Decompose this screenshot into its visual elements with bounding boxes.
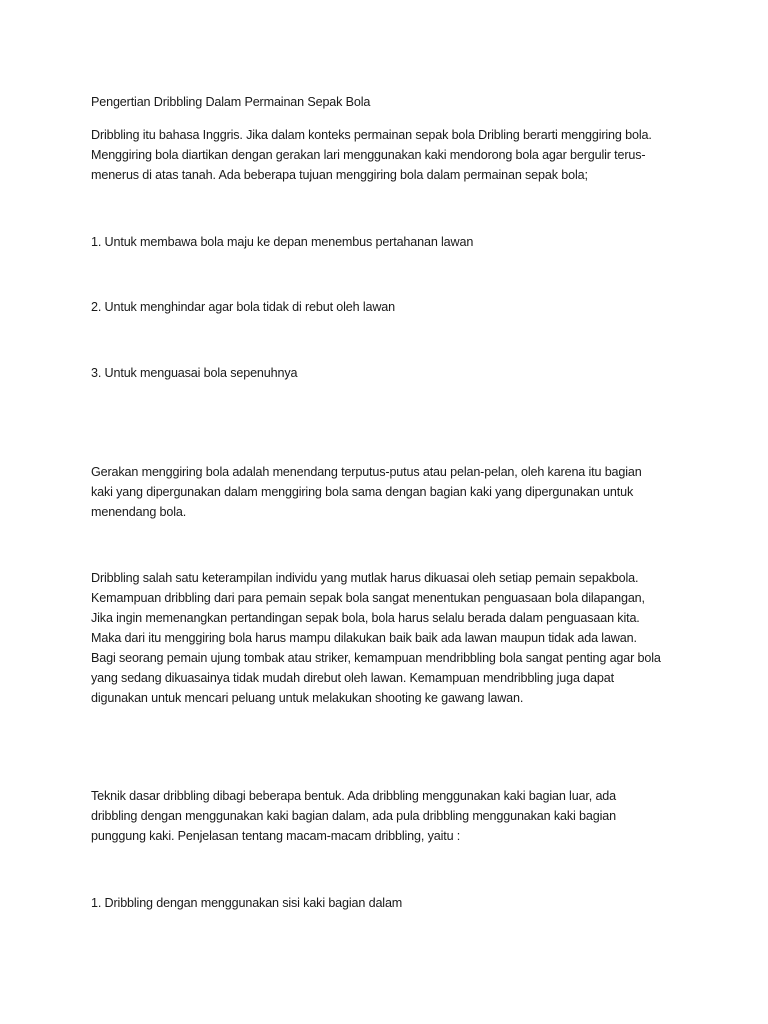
text-line: dribbling dengan menggunakan kaki bagian dalam, ada pula dribbling menggunakan kaki bagian — [91, 809, 616, 823]
basics-paragraph — [91, 786, 701, 846]
text-line: Dribbling itu bahasa Inggris. Jika dalam konteks permainan sepak bola Dribling berarti menggiring bola. — [91, 128, 652, 142]
technique-paragraph — [91, 462, 701, 522]
document-title: Pengertian Dribbling Dalam Permainan Sepak Bola — [91, 95, 371, 109]
text-line: Bagi seorang pemain ujung tombak atau striker, kemampuan mendribbling bola sangat penting agar bola — [91, 651, 661, 665]
text-line: Jika ingin memenangkan pertandingan sepak bola, bola harus selalu berada dalam penguasaan kita. — [91, 611, 640, 625]
intro-paragraph — [91, 125, 701, 185]
goal-item-3: 3. Untuk menguasai bola sepenuhnya — [91, 366, 298, 380]
text-line: kaki yang dipergunakan dalam menggiring bola sama dengan bagian kaki yang dipergunakan untuk — [91, 485, 634, 499]
text-line: digunakan untuk mencari peluang untuk melakukan shooting ke gawang lawan. — [91, 691, 524, 705]
skill-paragraph — [91, 568, 701, 708]
text-line: Maka dari itu menggiring bola harus mampu dilakukan baik baik ada lawan maupun tidak ada lawan. — [91, 631, 637, 645]
text-line: Kemampuan dribbling dari para pemain sepak bola sangat menentukan penguasaan bola dilapangan, — [91, 591, 645, 605]
text-line: punggung kaki. Penjelasan tentang macam-macam dribbling, yaitu : — [91, 829, 461, 843]
text-line: Gerakan menggiring bola adalah menendang terputus-putus atau pelan-pelan, oleh karena itu bagian — [91, 465, 642, 479]
text-line: Dribbling salah satu keterampilan individu yang mutlak harus dikuasai oleh setiap pemain sepakbola. — [91, 571, 639, 585]
goal-item-1: 1. Untuk membawa bola maju ke depan menembus pertahanan lawan — [91, 235, 474, 249]
type-item-1: 1. Dribbling dengan menggunakan sisi kaki bagian dalam — [91, 896, 403, 910]
goal-item-2: 2. Untuk menghindar agar bola tidak di rebut oleh lawan — [91, 300, 395, 314]
text-line: Teknik dasar dribbling dibagi beberapa bentuk. Ada dribbling menggunakan kaki bagian luar, ada — [91, 789, 617, 803]
text-line: yang sedang dikuasainya tidak mudah direbut oleh lawan. Kemampuan mendribbling juga dapat — [91, 671, 614, 685]
text-line: menerus di atas tanah. Ada beberapa tujuan menggiring bola dalam permainan sepak bola; — [91, 168, 588, 182]
text-line: Menggiring bola diartikan dengan gerakan lari menggunakan kaki mendorong bola agar bergulir terus- — [91, 148, 646, 162]
text-line: menendang bola. — [91, 505, 187, 519]
